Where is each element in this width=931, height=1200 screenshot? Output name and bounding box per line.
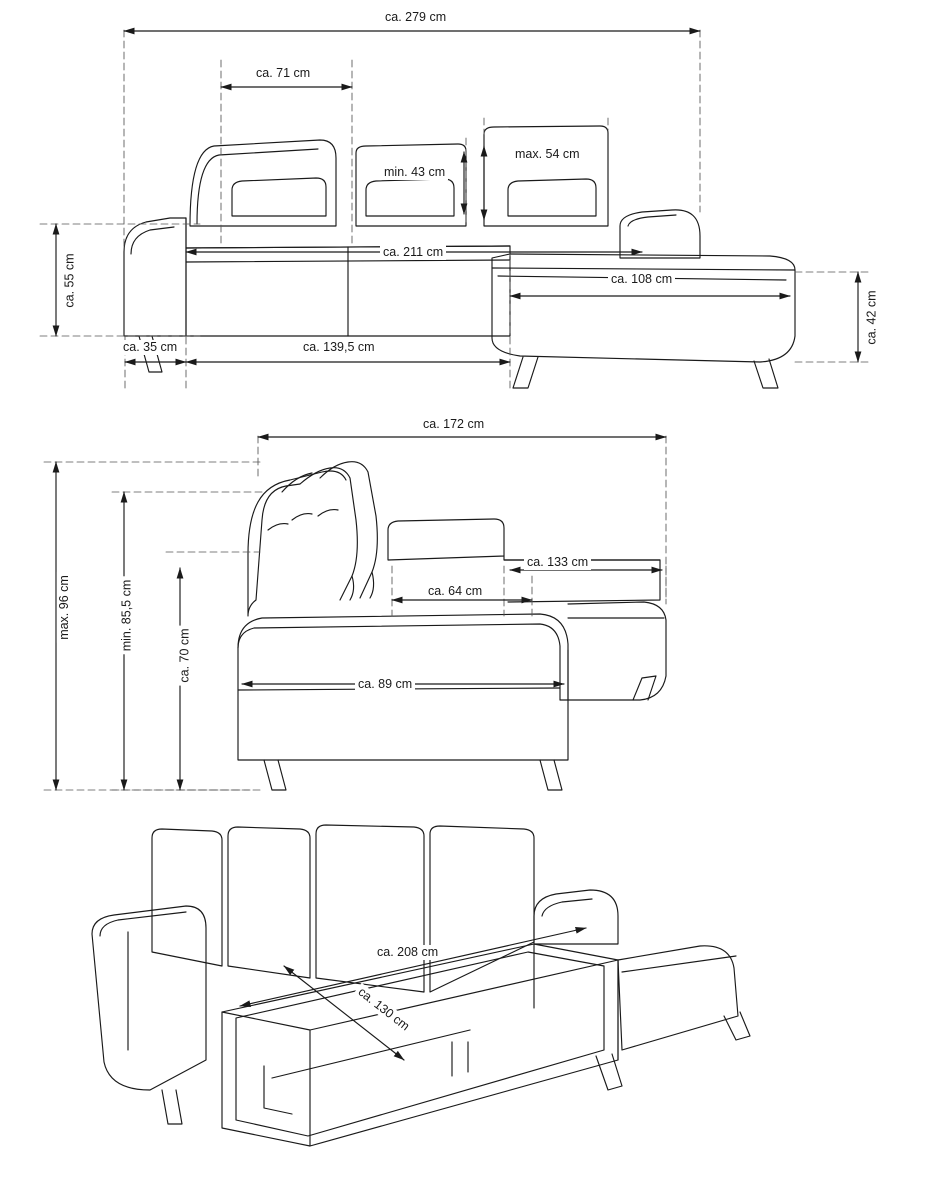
front-view-extension-lines: [40, 30, 870, 388]
dim-chaise-depth-label: ca. 133 cm: [524, 555, 591, 570]
dim-back-height-label: ca. 70 cm: [178, 625, 193, 685]
dim-headrest-min-label: min. 43 cm: [381, 165, 448, 180]
dim-seat-height-label: ca. 55 cm: [63, 250, 78, 310]
front-view-dimension-arrows: [56, 31, 858, 362]
dim-chaise-width-label: ca. 108 cm: [608, 272, 675, 287]
dim-seat-module-width-label: ca. 71 cm: [253, 66, 313, 81]
side-view-extension-lines: [44, 436, 666, 790]
dim-seat-run-label: ca. 211 cm: [380, 245, 446, 260]
dim-seat-depth-label: ca. 64 cm: [425, 584, 485, 599]
dim-total-depth-label: ca. 172 cm: [420, 417, 487, 432]
dim-armrest-width-label: ca. 35 cm: [120, 340, 180, 355]
dim-total-width-label: ca. 279 cm: [382, 10, 449, 25]
dim-overall-seat-depth-label: ca. 89 cm: [355, 677, 415, 692]
side-elevation-geometry: [238, 462, 666, 790]
dim-left-section-width-label: ca. 139,5 cm: [300, 340, 378, 355]
front-elevation-geometry: [124, 126, 795, 388]
bed-perspective-geometry: [92, 825, 750, 1146]
dim-min-back-height-label: min. 85,5 cm: [119, 577, 134, 655]
dim-chaise-seat-height-label: ca. 42 cm: [865, 287, 880, 347]
dim-headrest-max-label: max. 54 cm: [512, 147, 583, 162]
dim-max-height-label: max. 96 cm: [57, 572, 72, 643]
side-view-dimension-arrows: [56, 437, 666, 790]
dim-bed-width-label: ca. 130 cm: [352, 983, 414, 1036]
dim-bed-length-label: ca. 208 cm: [374, 945, 441, 960]
